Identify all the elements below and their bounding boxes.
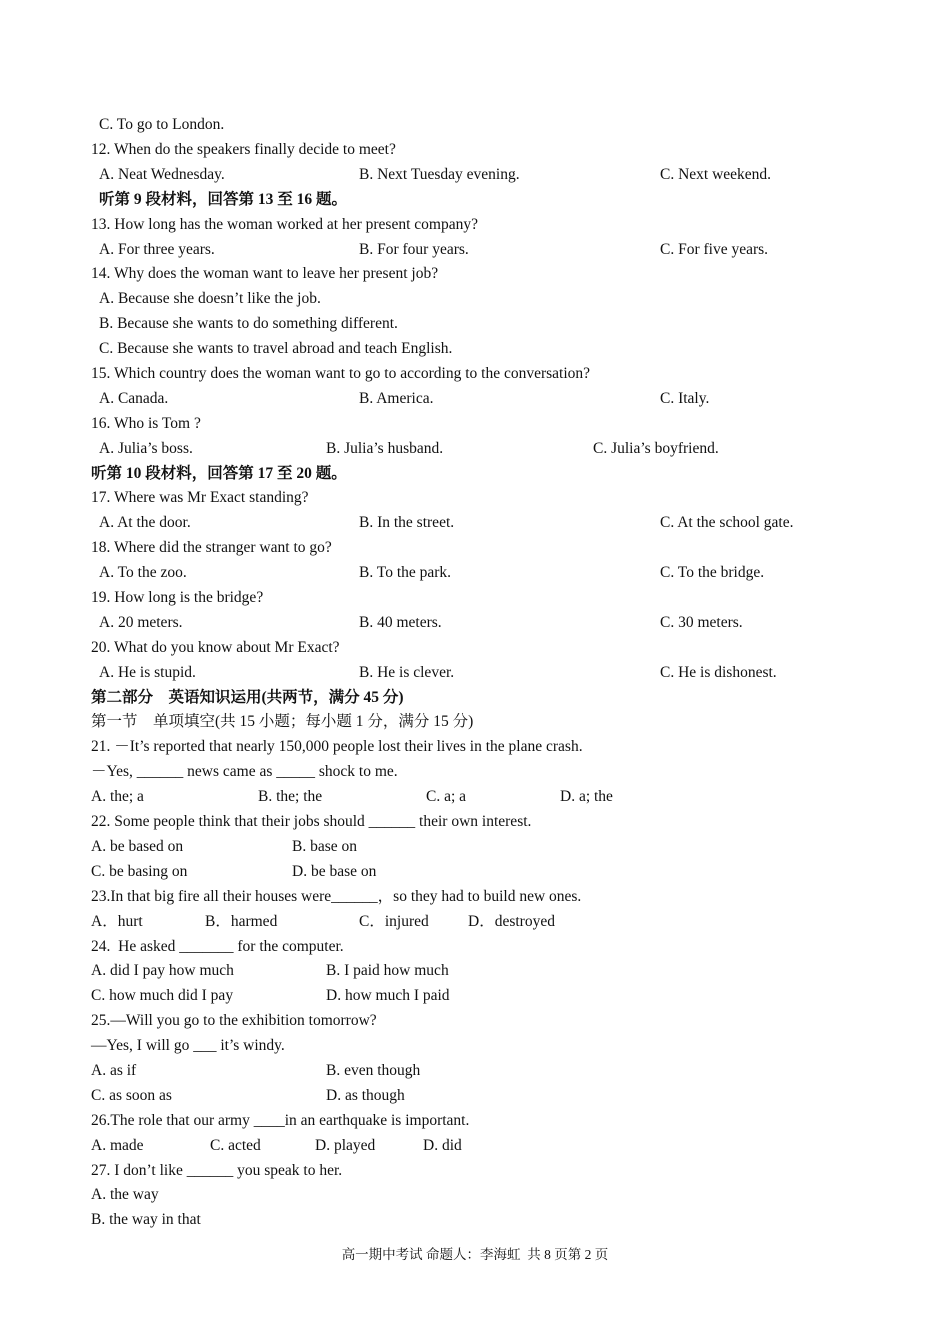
question-18: 18. Where did the stranger want to go? bbox=[91, 539, 332, 556]
section-heading-material-10: 听第 10 段材料，回答第 17 至 20 题。 bbox=[91, 465, 347, 482]
q22-option-c: C. be basing on bbox=[91, 863, 188, 880]
q18-option-b: B. To the park. bbox=[359, 564, 452, 581]
question-25-reply: —Yes, I will go ___ it’s windy. bbox=[91, 1037, 285, 1054]
q26-option-b: C. acted bbox=[210, 1137, 261, 1154]
q11-option-c: C. To go to London. bbox=[99, 116, 225, 133]
q27-option-b: B. the way in that bbox=[91, 1211, 201, 1228]
question-27: 27. I don’t like ______ you speak to her. bbox=[91, 1162, 343, 1179]
q25-option-a: A. as if bbox=[91, 1062, 137, 1079]
q26-option-c: D. played bbox=[315, 1137, 376, 1154]
q25-option-c: C. as soon as bbox=[91, 1087, 172, 1104]
q23-option-c: C．injured bbox=[359, 913, 429, 930]
section-one-heading: 第一节 单项填空(共 15 小题；每小题 1 分，满分 15 分) bbox=[91, 713, 474, 730]
q20-option-b: B. He is clever. bbox=[359, 664, 455, 681]
q17-option-a: A. At the door. bbox=[99, 514, 191, 531]
q15-option-c: C. Italy. bbox=[660, 390, 710, 407]
q14-option-b: B. Because she wants to do something different. bbox=[99, 315, 398, 332]
question-20: 20. What do you know about Mr Exact? bbox=[91, 639, 340, 656]
q21-option-d: D. a; the bbox=[560, 788, 613, 805]
q12-option-c: C. Next weekend. bbox=[660, 166, 772, 183]
q14-option-a: A. Because she doesn’t like the job. bbox=[99, 290, 321, 307]
q23-option-a: A．hurt bbox=[91, 913, 143, 930]
q23-option-b: B．harmed bbox=[205, 913, 278, 930]
page-footer: 高一期中考试 命题人：李海虹 共 8 页第 2 页 bbox=[341, 1247, 609, 1262]
q15-option-a: A. Canada. bbox=[99, 390, 169, 407]
q24-option-b: B. I paid how much bbox=[326, 962, 449, 979]
question-25: 25.—Will you go to the exhibition tomorrow? bbox=[91, 1012, 377, 1029]
question-19: 19. How long is the bridge? bbox=[91, 589, 264, 606]
question-14: 14. Why does the woman want to leave her present job? bbox=[91, 265, 439, 282]
q22-option-a: A. be based on bbox=[91, 838, 184, 855]
q15-option-b: B. America. bbox=[359, 390, 434, 407]
part-two-heading: 第二部分 英语知识运用(共两节，满分 45 分) bbox=[91, 689, 404, 706]
q13-option-a: A. For three years. bbox=[99, 241, 215, 258]
q20-option-a: A. He is stupid. bbox=[99, 664, 196, 681]
q25-option-d: D. as though bbox=[326, 1087, 405, 1104]
question-16: 16. Who is Tom ? bbox=[91, 415, 201, 432]
q25-option-b: B. even though bbox=[326, 1062, 421, 1079]
q16-option-c: C. Julia’s boyfriend. bbox=[593, 440, 719, 457]
question-23: 23.In that big fire all their houses were______，so they had to build new ones. bbox=[91, 888, 582, 905]
q19-option-a: A. 20 meters. bbox=[99, 614, 183, 631]
q26-option-a: A. made bbox=[91, 1137, 144, 1154]
question-26: 26.The role that our army ____in an earthquake is important. bbox=[91, 1112, 470, 1129]
q22-option-d: D. be base on bbox=[292, 863, 377, 880]
section-heading-material-9: 听第 9 段材料，回答第 13 至 16 题。 bbox=[99, 191, 348, 208]
q20-option-c: C. He is dishonest. bbox=[660, 664, 777, 681]
q12-option-a: A. Neat Wednesday. bbox=[99, 166, 225, 183]
question-15: 15. Which country does the woman want to go to according to the conversation? bbox=[91, 365, 591, 382]
q16-option-a: A. Julia’s boss. bbox=[99, 440, 193, 457]
q21-option-a: A. the; a bbox=[91, 788, 144, 805]
q17-option-b: B. In the street. bbox=[359, 514, 455, 531]
question-12: 12. When do the speakers finally decide to meet? bbox=[91, 141, 396, 158]
q27-option-a: A. the way bbox=[91, 1186, 159, 1203]
q14-option-c: C. Because she wants to travel abroad and teach English. bbox=[99, 340, 453, 357]
q18-option-a: A. To the zoo. bbox=[99, 564, 187, 581]
q21-option-b: B. the; the bbox=[258, 788, 323, 805]
q24-option-a: A. did I pay how much bbox=[91, 962, 234, 979]
q22-option-b: B. base on bbox=[292, 838, 358, 855]
question-24: 24. He asked _______ for the computer. bbox=[91, 938, 344, 955]
q13-option-b: B. For four years. bbox=[359, 241, 469, 258]
q19-option-b: B. 40 meters. bbox=[359, 614, 442, 631]
q23-option-d: D．destroyed bbox=[468, 913, 555, 930]
question-21-reply: －Yes, ______ news came as _____ shock to me. bbox=[91, 763, 398, 780]
q12-option-b: B. Next Tuesday evening. bbox=[359, 166, 520, 183]
q24-option-c: C. how much did I pay bbox=[91, 987, 234, 1004]
q17-option-c: C. At the school gate. bbox=[660, 514, 794, 531]
question-17: 17. Where was Mr Exact standing? bbox=[91, 489, 309, 506]
question-13: 13. How long has the woman worked at her present company? bbox=[91, 216, 478, 233]
q21-option-c: C. a; a bbox=[426, 788, 467, 805]
q13-option-c: C. For five years. bbox=[660, 241, 769, 258]
q19-option-c: C. 30 meters. bbox=[660, 614, 743, 631]
question-21: 21. －It’s reported that nearly 150,000 people lost their lives in the plane crash. bbox=[91, 738, 583, 755]
question-22: 22. Some people think that their jobs should ______ their own interest. bbox=[91, 813, 532, 830]
q24-option-d: D. how much I paid bbox=[326, 987, 450, 1004]
q26-option-d: D. did bbox=[423, 1137, 462, 1154]
q18-option-c: C. To the bridge. bbox=[660, 564, 765, 581]
q16-option-b: B. Julia’s husband. bbox=[326, 440, 444, 457]
